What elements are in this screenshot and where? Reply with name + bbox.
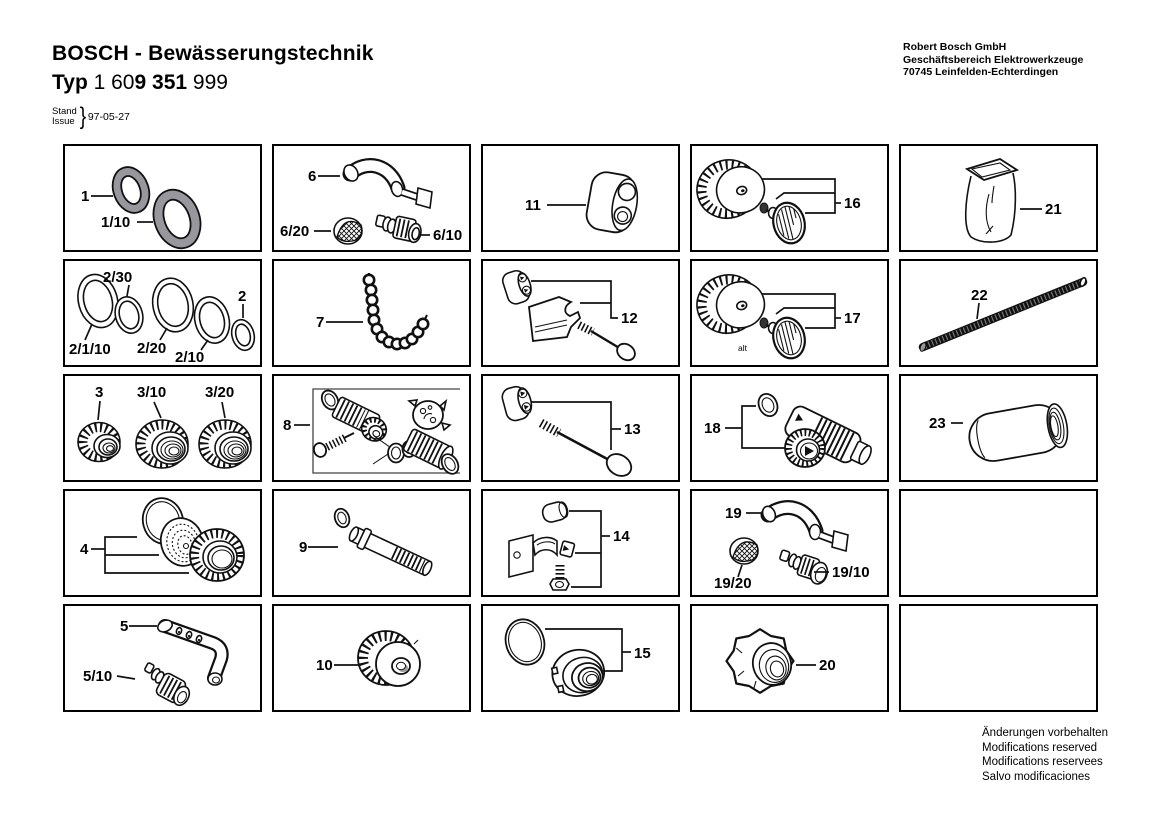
- part-label: 3/10: [137, 384, 167, 401]
- alt-note: alt: [738, 343, 747, 353]
- housing: [584, 170, 641, 235]
- part-cell-r4c3: [481, 489, 680, 597]
- drawing-knob-10: [274, 606, 469, 710]
- part-label: 13: [624, 421, 641, 438]
- company-line-1: Robert Bosch GmbH: [903, 41, 1007, 53]
- part-cell-r2c1: [63, 259, 262, 367]
- screw: [550, 565, 569, 590]
- part-label: 15: [634, 645, 651, 662]
- o-ring-large: [146, 183, 209, 250]
- collar: [548, 645, 608, 701]
- type-number-b: 9 351: [134, 71, 188, 94]
- drawing-o-rings-1: [65, 146, 260, 250]
- cap: [501, 268, 535, 306]
- drawing-bag-21: [901, 146, 1096, 250]
- footnote-line-1: Änderungen vorbehalten: [982, 727, 1108, 739]
- part-label: 22: [971, 287, 988, 304]
- revision-block: [52, 103, 130, 131]
- drawing-chain-7: [274, 261, 469, 365]
- part-label: 14: [613, 528, 630, 545]
- part-label: 5/10: [83, 668, 113, 685]
- drawing-valve-18: [692, 376, 887, 480]
- drawing-clip-12: [483, 261, 678, 365]
- connector: [374, 212, 424, 244]
- part-label: 21: [1045, 201, 1062, 218]
- part-label: 20: [819, 657, 836, 674]
- part-cell-r2c3: [481, 259, 680, 367]
- bag: [966, 159, 1017, 242]
- parts-grid: [63, 144, 1098, 712]
- connector: [776, 548, 831, 586]
- threaded-body: [329, 396, 391, 445]
- part-cell-r2c2: [272, 259, 471, 367]
- part-label: 6/10: [433, 227, 463, 244]
- footnote-line-4: Salvo modificaciones: [982, 770, 1091, 783]
- part-label: 19: [725, 505, 742, 522]
- hatched-disc: [769, 314, 809, 361]
- strainer: [334, 218, 362, 244]
- part-label: 19/10: [832, 564, 870, 581]
- part-label: 3/20: [205, 384, 235, 401]
- part-cell-r1c1: [63, 144, 262, 252]
- knurled-nut: [78, 423, 120, 462]
- wall-bracket: [509, 535, 575, 577]
- washer: [148, 274, 198, 335]
- strainer: [730, 538, 758, 564]
- part-label: 1: [81, 188, 90, 205]
- part-label: 23: [929, 415, 946, 432]
- drawing-bracket-14: [483, 491, 678, 595]
- o-ring: [755, 391, 781, 419]
- knurled-ring: [190, 529, 244, 581]
- screw: [541, 423, 635, 480]
- part-label: 2/20: [137, 340, 167, 357]
- knurled-knob: [358, 631, 420, 686]
- part-cell-r3c2: [272, 374, 471, 482]
- part-cell-r2c5: [899, 259, 1098, 367]
- part-label: 18: [704, 420, 721, 437]
- part-label: 4: [80, 541, 89, 558]
- shaft: [346, 523, 435, 579]
- type-number-line: [52, 71, 228, 95]
- drawing-lever-19: [692, 491, 887, 595]
- drawing-capnut-20: [692, 606, 887, 710]
- knurled-nut: [199, 420, 251, 468]
- drawing-shaft-9: [274, 491, 469, 595]
- drawing-housing-11: [483, 146, 678, 250]
- screw: [312, 433, 354, 459]
- part-cell-r3c4: [690, 374, 889, 482]
- part-cell-r5c1: [63, 604, 262, 712]
- drawing-filter-4: [65, 491, 260, 595]
- part-cell-r4c5: [899, 489, 1098, 597]
- hatched-disc: [769, 199, 809, 246]
- company-line-2: Geschäftsbereich Elektrowerkzeuge: [903, 53, 1084, 66]
- company-address: [903, 41, 1083, 79]
- drawing-assembly-8: [274, 376, 469, 480]
- part-label: 7: [316, 314, 325, 331]
- company-line-3: 70745 Leinfelden-Echterdingen: [903, 66, 1059, 78]
- drawing-rod-22: [901, 261, 1096, 365]
- cap: [500, 384, 535, 423]
- sleeve: [966, 400, 1071, 464]
- type-number-c: 999: [187, 71, 228, 94]
- knurled-wheel: [692, 152, 770, 225]
- revision-brace: }: [79, 103, 87, 130]
- type-label: Typ: [52, 71, 88, 94]
- drawing-crank-5: [65, 606, 260, 710]
- part-label: 1/10: [101, 214, 131, 231]
- drawing-wheel-17: [692, 261, 887, 365]
- part-cell-r4c4: [690, 489, 889, 597]
- footnote-line-3: Modifications reservees: [982, 756, 1103, 768]
- part-cell-r5c3: [481, 604, 680, 712]
- o-ring: [332, 507, 352, 530]
- cam-disc: [409, 400, 450, 430]
- page-title: BOSCH - Bewässerungstechnik: [52, 42, 374, 65]
- lever: [341, 162, 432, 208]
- connector: [137, 662, 194, 708]
- screw: [579, 325, 638, 364]
- drawing-sleeve-23: [901, 376, 1096, 480]
- type-number-a: 1 60: [87, 71, 135, 94]
- part-label: 10: [316, 657, 333, 674]
- part-label: 2/30: [103, 269, 133, 286]
- revision-label-stand: Stand: [52, 105, 77, 117]
- part-cell-r2c4: [690, 259, 889, 367]
- part-cell-r4c2: [272, 489, 471, 597]
- part-label: 11: [525, 197, 541, 214]
- part-cell-r3c1: [63, 374, 262, 482]
- o-ring: [500, 614, 550, 669]
- lever: [760, 504, 848, 551]
- part-cell-r5c2: [272, 604, 471, 712]
- scalloped-knob: [727, 629, 796, 693]
- footnote-line-2: Modifications reserved: [982, 741, 1098, 754]
- part-label: 5: [120, 618, 129, 635]
- drawing-wheel-16: [692, 146, 887, 250]
- washer: [189, 293, 234, 347]
- drawing-lever-6: [274, 146, 469, 250]
- part-cell-r1c4: [690, 144, 889, 252]
- rod: [919, 277, 1087, 352]
- part-cell-r1c2: [272, 144, 471, 252]
- knurled-nut: [136, 420, 188, 468]
- part-cell-r1c3: [481, 144, 680, 252]
- part-label: 2: [238, 288, 247, 305]
- modifications-note: [982, 726, 1108, 784]
- bead-chain: [364, 273, 428, 349]
- knurled-knob: [785, 429, 825, 467]
- part-label: 6: [308, 168, 317, 185]
- part-label: 19/20: [714, 575, 752, 592]
- part-label: 8: [283, 417, 292, 434]
- part-cell-r4c1: [63, 489, 262, 597]
- part-label: 12: [621, 310, 638, 327]
- drawing-seal-15: [483, 606, 678, 710]
- drawing-nuts-3: [65, 376, 260, 480]
- part-cell-r1c5: [899, 144, 1098, 252]
- part-label: 6/20: [280, 223, 310, 240]
- part-cell-r3c5: [899, 374, 1098, 482]
- drawing-washers-2: [65, 261, 260, 365]
- part-cell-r3c3: [481, 374, 680, 482]
- revision-date: 97-05-27: [87, 111, 130, 123]
- part-cell-r5c4: [690, 604, 889, 712]
- revision-label-issue: Issue: [52, 116, 75, 127]
- drawing-screw-13: [483, 376, 678, 480]
- part-cell-r5c5: [899, 604, 1098, 712]
- part-label: 17: [844, 310, 861, 327]
- o-ring-small: [107, 162, 156, 218]
- cap: [541, 500, 570, 524]
- part-label: 2/10: [175, 349, 205, 365]
- washer: [228, 317, 257, 353]
- part-label: 3: [95, 384, 104, 401]
- knurled-wheel: [692, 267, 770, 340]
- part-label: 16: [844, 195, 861, 212]
- part-label: 9: [299, 539, 308, 556]
- clip-block: [529, 297, 580, 341]
- part-label: 2/1/10: [69, 341, 111, 358]
